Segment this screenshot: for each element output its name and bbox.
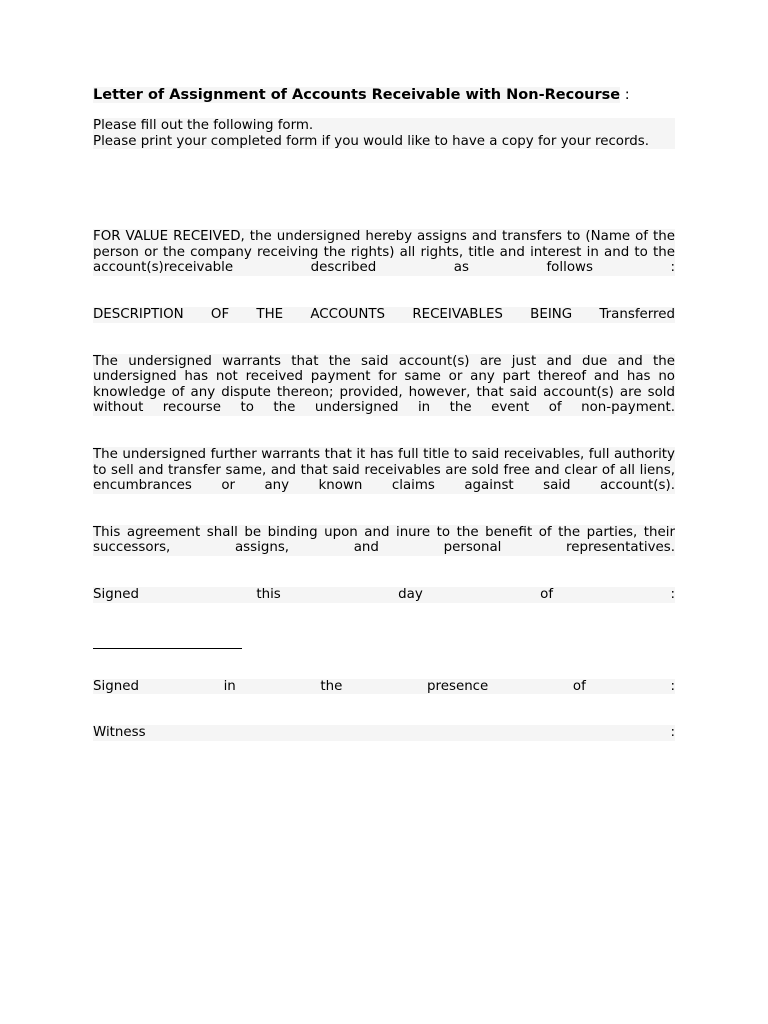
signed-date-line (93, 587, 675, 603)
intro-line-2: Please print your completed form if you would like to have a copy for your records. (93, 134, 675, 150)
paragraph-gap (93, 494, 675, 525)
presence-colon-mark: : (670, 678, 675, 694)
document-page (93, 86, 675, 741)
paragraph-gap (93, 276, 675, 307)
witness-colon-mark: : (670, 725, 675, 741)
paragraph-gap (93, 416, 675, 447)
presence-word: presence (427, 678, 489, 694)
witness-line (93, 725, 675, 741)
in-word: in (223, 678, 236, 694)
value-received-paragraph: FOR VALUE RECEIVED, the undersigned hereby assigns and transfers to (Name of the person or the company receiving the rights) all rights, title and interest in and to the account(s)receivable described as follows : (93, 229, 675, 276)
of-word: of (540, 586, 554, 602)
colon-mark: : (670, 586, 675, 602)
warranty-title-paragraph: The undersigned further warrants that it has full title to said receivables, full authority to sell and transfer same, and that said receivables are sold free and clear of all liens, encumbrances or any known claims against said account(s). (93, 446, 675, 494)
description-heading: DESCRIPTION OF THE ACCOUNTS RECEIVABLES BEING Transferred (93, 306, 675, 322)
intro-line-1: Please fill out the following form. (93, 118, 675, 134)
paragraph-gap (93, 694, 675, 725)
day-word: day (398, 586, 423, 602)
presence-line (93, 679, 675, 695)
document-title-text: Letter of Assignment of Accounts Receivable with Non-Recourse (93, 87, 621, 103)
binding-paragraph: This agreement shall be binding upon and inure to the benefit of the parties, their successors, assigns, and personal representatives. (93, 524, 675, 556)
this-word: this (256, 586, 281, 602)
blank-space (93, 149, 675, 229)
document-title-suffix: : (620, 87, 630, 103)
document-title (93, 86, 675, 104)
signed-word: Signed (93, 586, 139, 602)
paragraph-gap (93, 649, 675, 679)
paragraph-gap (93, 556, 675, 587)
presence-of-word: of (572, 678, 586, 694)
signature-underline (93, 634, 242, 649)
paragraph-gap (93, 603, 675, 634)
paragraph-gap (93, 323, 675, 354)
presence-signed-word: Signed (93, 678, 139, 694)
witness-word: Witness (93, 725, 146, 741)
the-word: the (320, 678, 343, 694)
warranty-due-paragraph: The undersigned warrants that the said account(s) are just and due and the undersigned has not received payment for same or any part thereof and has no knowledge of any dispute thereon; provided, however, that said account(s) are sold without recourse to the undersigned in the event of non-payment. (93, 353, 675, 416)
